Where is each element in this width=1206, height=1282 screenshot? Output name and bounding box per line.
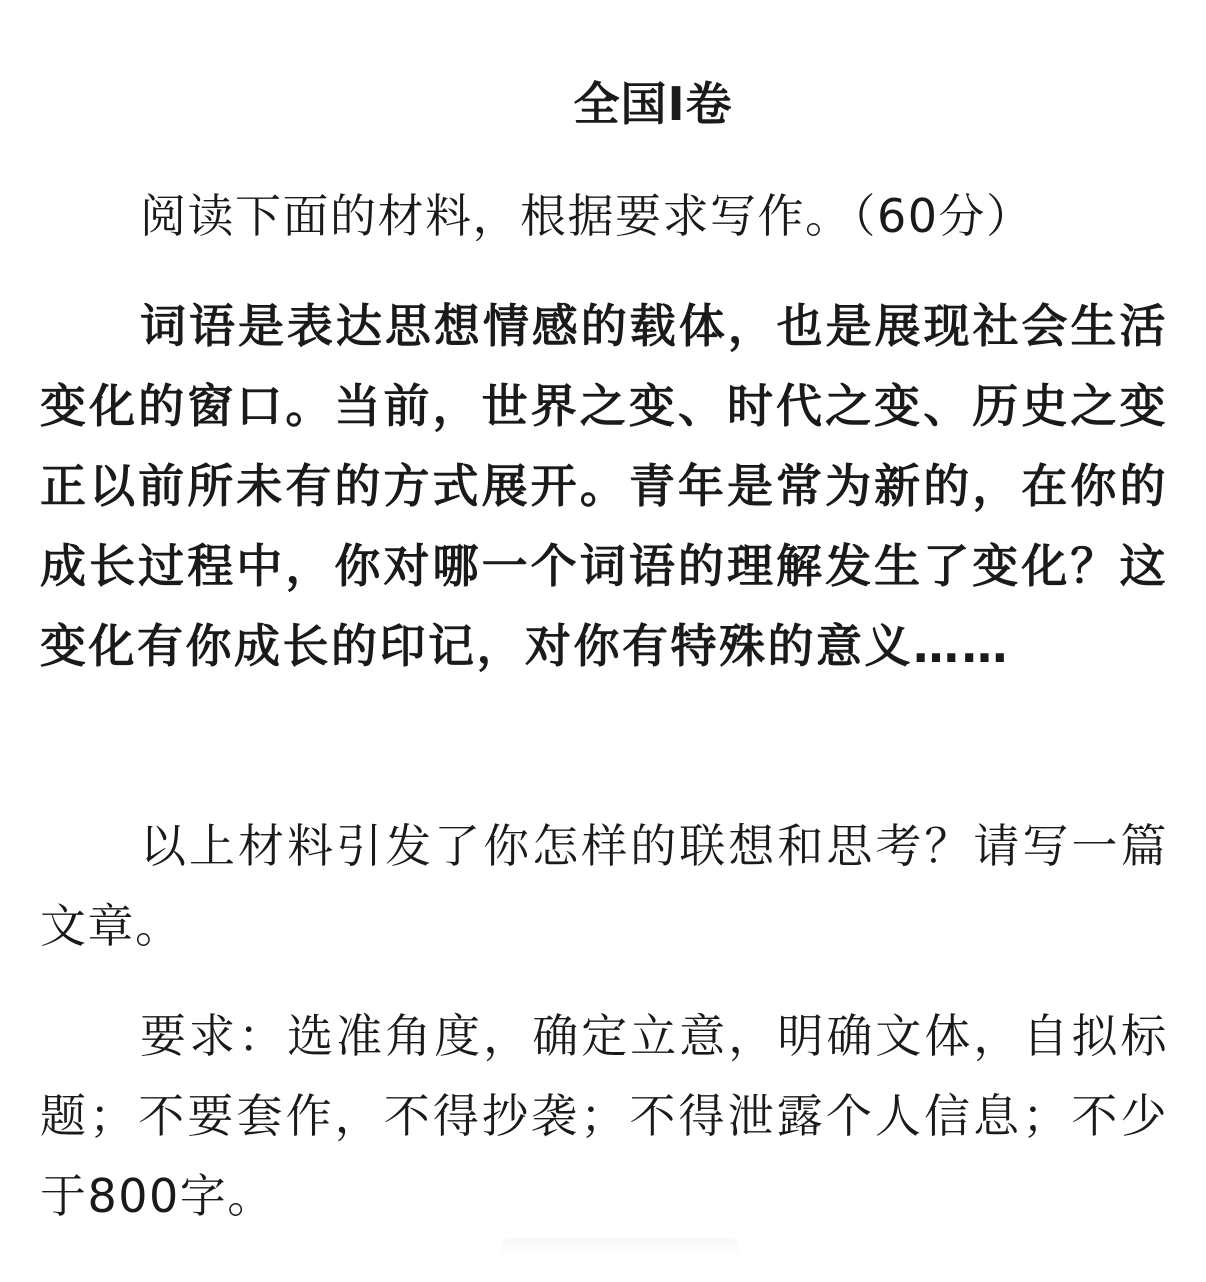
instruction-paragraph: 阅读下面的材料，根据要求写作。（60分） — [140, 189, 1034, 243]
prompt-paragraph: 以上材料引发了你怎样的联想和思考？请写一篇文章。 — [40, 819, 1168, 953]
bottom-shadow — [500, 1238, 740, 1258]
requirements-paragraph: 要求：选准角度，确定立意，明确文体，自拟标题；不要套作，不得抄袭；不得泄露个人信息；不少于800字。 — [40, 1009, 1168, 1223]
document-title: 全国I卷 — [573, 77, 733, 131]
material-paragraph: 词语是表达思想情感的载体，也是展现社会生活变化的窗口。当前，世界之变、时代之变、历史之变正以前所未有的方式展开。青年是常为新的，在你的成长过程中，你对哪一个词语的理解发生了变化？这变化有你成长的印记，对你有特殊的意义…… — [40, 299, 1168, 673]
